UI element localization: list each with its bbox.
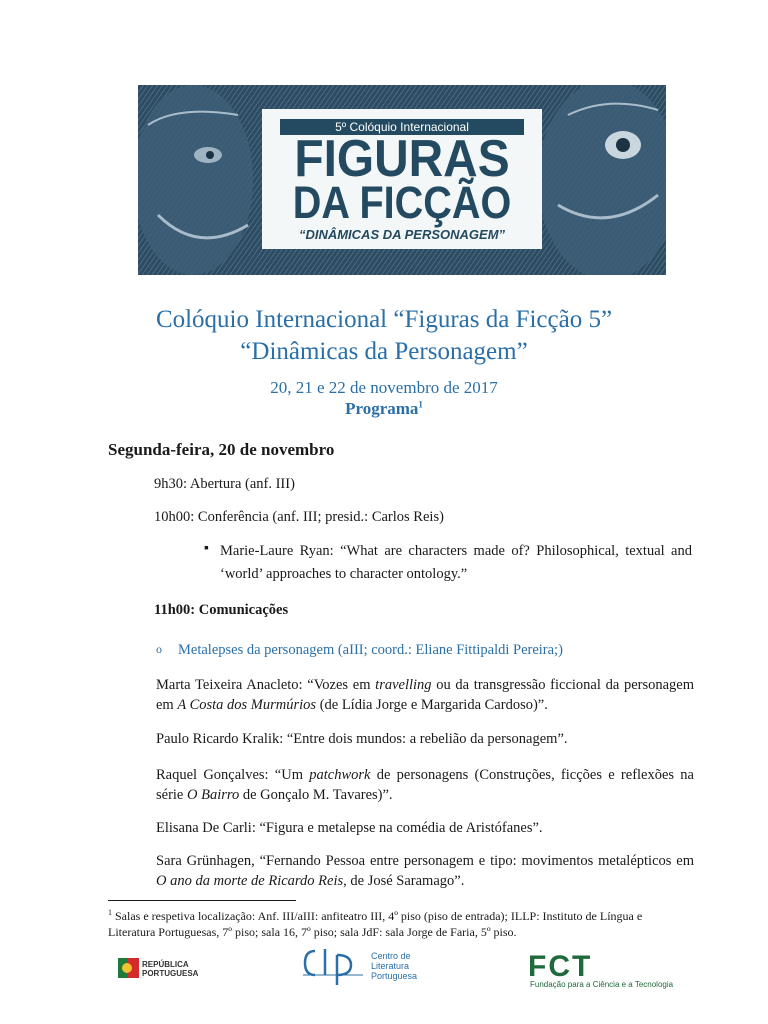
talk-text: de Gonçalo M. Tavares)”. [239,787,393,803]
talk-text: Sara Grünhagen, “Fernando Pessoa entre personagem e tipo: movimentos metalépticos em [156,853,694,869]
talk-item [156,818,694,838]
clp-line1: Centro de [371,951,411,961]
talk-italic: travelling [375,677,432,693]
fct-fullname: Fundação para a Ciência e a Tecnologia [530,980,674,989]
talk-text: Marta Teixeira Anacleto: “Vozes em [156,677,376,693]
schedule-conference: 10h00: Conferência (anf. III; presid.: Carlos Reis) [154,509,444,525]
talk-italic: patchwork [309,767,371,783]
bullet-marker: ▪ [204,541,209,556]
republica-line1: REPÚBLICA [142,960,189,969]
footnote-divider [108,900,296,901]
fct-acronym: FCT [528,950,593,983]
talk-item [156,675,694,715]
talk-text: de personagens (Construções, ficções e reflexões na série [156,767,694,803]
page-subtitle: “Dinâmicas da Personagem” [240,338,528,365]
talk-item [156,765,694,805]
talk-text: Raquel Gonçalves: “Um [156,767,310,783]
program-label: Programa [345,399,419,418]
republica-line2: PORTUGUESA [142,969,199,978]
footnote-ref: 1 [418,399,423,410]
banner-title-line2: DA FICÇÃO [292,177,512,228]
talk-text: (de Lídia Jorge e Margarida Cardoso)”. [316,697,548,713]
talk-italic: A Costa dos Murmúrios [177,697,317,713]
republica-text [142,960,198,978]
talk-text: Elisana De Carli: “Figura e metalepse na comédia de Aristófanes”. [156,820,543,836]
banner-title-panel [262,109,542,249]
clp-text [371,951,417,981]
keynote-talk: Marie-Laure Ryan: “What are characters made of? Philosophical, textual and ‘world’ approaches to character ontology.” [220,543,692,582]
talk-italic: O Bairro [187,787,240,803]
page-title: Colóquio Internacional “Figuras da Ficção 5” [155,306,613,333]
footnote-text: Salas e respetiva localização: Anf. III/aIII: anfiteatro III, 4º piso (piso de entrada); ILLP: Instituto de Língua e Literatura Portuguesas, 7º piso; sala 16, 7º piso; sala JdF: sala Jorge de Faria, 5º piso. [108,909,643,939]
banner-edition: 5º Colóquio Internacional [280,119,524,135]
talk-italic: O ano da morte de Ricardo Reis [156,873,344,889]
panel-theme: Metalepses da personagem (aIII; coord.: Eliane Fittipaldi Pereira;) [178,642,563,658]
talk-text: ou da transgressão ficcional da personagem em [156,677,695,713]
banner-title-line1: FIGURAS [294,130,510,188]
theme-bullet: o [156,642,162,656]
talk-text: , de José Saramago”. [343,873,465,889]
event-dates: 20, 21 e 22 de novembro de 2017 [270,378,498,397]
fct-logo [526,950,696,990]
schedule-communications: 11h00: Comunicações [154,602,289,618]
clp-logo [303,945,433,987]
clp-mark-icon [303,945,367,987]
event-banner [138,85,666,275]
footnote-mark: 1 [108,908,112,917]
clp-line2: Literatura [371,961,410,971]
footnote [108,905,668,940]
talk-item [156,851,694,891]
schedule-opening: 9h30: Abertura (anf. III) [154,476,295,492]
talk-item [156,729,694,749]
talk-text: Paulo Ricardo Kralik: “Entre dois mundos: a rebelião da personagem”. [156,731,568,747]
portugal-shield-icon [118,956,140,980]
day-heading: Segunda-feira, 20 de novembro [108,440,335,459]
clp-line3: Portuguesa [371,971,418,981]
program-heading [0,399,768,419]
banner-subtitle: “DINÂMICAS DA PERSONAGEM” [298,227,506,242]
republica-portuguesa-logo [118,956,204,982]
